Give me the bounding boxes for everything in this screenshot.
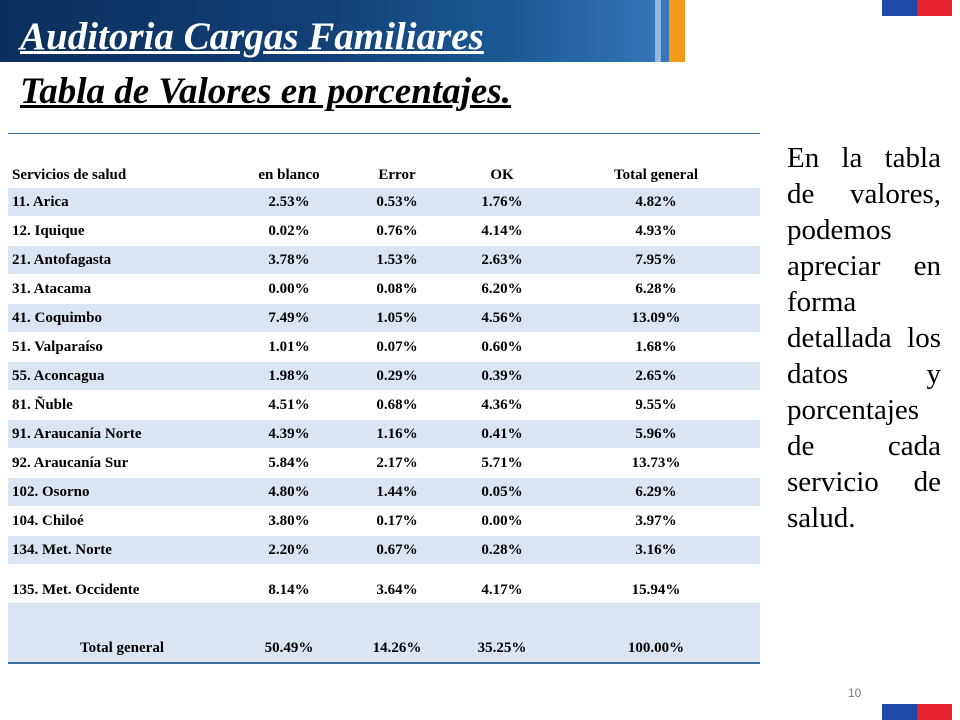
table-header-row <box>8 134 760 188</box>
cell-en-blanco: 8.14% <box>236 565 342 603</box>
cell-error: 0.67% <box>342 536 452 565</box>
cell-servicio: 135. Met. Occidente <box>8 565 236 603</box>
banner-stripe-orange <box>669 0 685 62</box>
table-row <box>8 304 760 333</box>
cell-servicio: 21. Antofagasta <box>8 246 236 275</box>
cell-total: 3.97% <box>552 507 760 536</box>
cell-total-ok: 35.25% <box>452 603 552 664</box>
cell-total: 5.96% <box>552 420 760 449</box>
flag-mark-bottom <box>882 704 952 720</box>
cell-total: 13.73% <box>552 449 760 478</box>
table-row <box>8 565 760 603</box>
cell-error: 0.08% <box>342 275 452 304</box>
cell-total: 9.55% <box>552 391 760 420</box>
table-row <box>8 449 760 478</box>
cell-total: 4.93% <box>552 217 760 246</box>
col-header-servicio: Servicios de salud <box>12 167 127 183</box>
cell-ok: 4.56% <box>452 304 552 333</box>
cell-ok: 4.14% <box>452 217 552 246</box>
cell-en-blanco: 2.20% <box>236 536 342 565</box>
cell-error: 0.68% <box>342 391 452 420</box>
cell-error: 0.17% <box>342 507 452 536</box>
slide-subtitle: Tabla de Valores en porcentajes. <box>20 71 511 112</box>
cell-total-en-blanco: 50.49% <box>236 603 342 664</box>
cell-error: 1.44% <box>342 478 452 507</box>
cell-error: 0.07% <box>342 333 452 362</box>
table-row <box>8 420 760 449</box>
cell-en-blanco: 0.02% <box>236 217 342 246</box>
cell-en-blanco: 5.84% <box>236 449 342 478</box>
cell-servicio: 102. Osorno <box>8 478 236 507</box>
cell-total: 2.65% <box>552 362 760 391</box>
cell-ok: 0.39% <box>452 362 552 391</box>
cell-total: 4.82% <box>552 188 760 217</box>
cell-error: 1.16% <box>342 420 452 449</box>
values-table-wrapper <box>8 133 760 664</box>
cell-total: 3.16% <box>552 536 760 565</box>
cell-ok: 5.71% <box>452 449 552 478</box>
col-header-total: Total general <box>613 167 699 183</box>
cell-en-blanco: 1.98% <box>236 362 342 391</box>
cell-error: 2.17% <box>342 449 452 478</box>
cell-ok: 2.63% <box>452 246 552 275</box>
cell-error: 0.76% <box>342 217 452 246</box>
flag-blue <box>882 704 917 720</box>
flag-mark-top <box>882 0 952 16</box>
table-row <box>8 246 760 275</box>
cell-total: 7.95% <box>552 246 760 275</box>
cell-en-blanco: 7.49% <box>236 304 342 333</box>
cell-ok: 0.60% <box>452 333 552 362</box>
slide-title: Auditoria Cargas Familiares <box>20 15 484 58</box>
cell-en-blanco: 4.51% <box>236 391 342 420</box>
cell-error: 1.05% <box>342 304 452 333</box>
flag-blue <box>882 0 917 16</box>
table-row <box>8 217 760 246</box>
table-row <box>8 507 760 536</box>
col-header-en-blanco: en blanco <box>258 167 320 183</box>
cell-ok: 4.17% <box>452 565 552 603</box>
table-row <box>8 391 760 420</box>
cell-error: 1.53% <box>342 246 452 275</box>
cell-en-blanco: 3.80% <box>236 507 342 536</box>
cell-ok: 0.00% <box>452 507 552 536</box>
cell-servicio: 134. Met. Norte <box>8 536 236 565</box>
cell-servicio: 11. Arica <box>8 188 236 217</box>
cell-total: 1.68% <box>552 333 760 362</box>
cell-error: 0.53% <box>342 188 452 217</box>
cell-en-blanco: 1.01% <box>236 333 342 362</box>
flag-red <box>917 0 952 16</box>
cell-ok: 4.36% <box>452 391 552 420</box>
cell-servicio: 91. Araucanía Norte <box>8 420 236 449</box>
page-number: 10 <box>848 686 862 700</box>
col-header-ok: OK <box>490 167 514 183</box>
cell-ok: 0.28% <box>452 536 552 565</box>
cell-ok: 6.20% <box>452 275 552 304</box>
cell-total: 15.94% <box>552 565 760 603</box>
table-row <box>8 275 760 304</box>
table-total-row <box>8 603 760 664</box>
cell-servicio: 92. Araucanía Sur <box>8 449 236 478</box>
table-row <box>8 478 760 507</box>
cell-servicio: 51. Valparaíso <box>8 333 236 362</box>
col-header-error: Error <box>378 167 416 183</box>
cell-en-blanco: 4.39% <box>236 420 342 449</box>
cell-en-blanco: 2.53% <box>236 188 342 217</box>
cell-error: 3.64% <box>342 565 452 603</box>
cell-servicio: 104. Chiloé <box>8 507 236 536</box>
cell-total: 6.28% <box>552 275 760 304</box>
cell-servicio: 31. Atacama <box>8 275 236 304</box>
cell-en-blanco: 0.00% <box>236 275 342 304</box>
table-row <box>8 333 760 362</box>
cell-servicio: 55. Aconcagua <box>8 362 236 391</box>
cell-servicio: 81. Ñuble <box>8 391 236 420</box>
cell-en-blanco: 3.78% <box>236 246 342 275</box>
cell-ok: 0.05% <box>452 478 552 507</box>
cell-en-blanco: 4.80% <box>236 478 342 507</box>
cell-total: 6.29% <box>552 478 760 507</box>
cell-error: 0.29% <box>342 362 452 391</box>
flag-red <box>917 704 952 720</box>
table-row <box>8 536 760 565</box>
table-row <box>8 362 760 391</box>
cell-ok: 1.76% <box>452 188 552 217</box>
cell-servicio: 12. Iquique <box>8 217 236 246</box>
values-table <box>8 134 760 664</box>
cell-total-general: 100.00% <box>552 603 760 664</box>
description-text: En la tabla de valores, podemos apreciar en forma detallada los datos y porcentajes de cada servicio de salud. <box>787 142 941 534</box>
cell-total: 13.09% <box>552 304 760 333</box>
table-row <box>8 188 760 217</box>
cell-total-label: Total general <box>8 603 236 664</box>
cell-servicio: 41. Coquimbo <box>8 304 236 333</box>
cell-total-error: 14.26% <box>342 603 452 664</box>
cell-ok: 0.41% <box>452 420 552 449</box>
banner-stripe-light <box>655 0 661 62</box>
